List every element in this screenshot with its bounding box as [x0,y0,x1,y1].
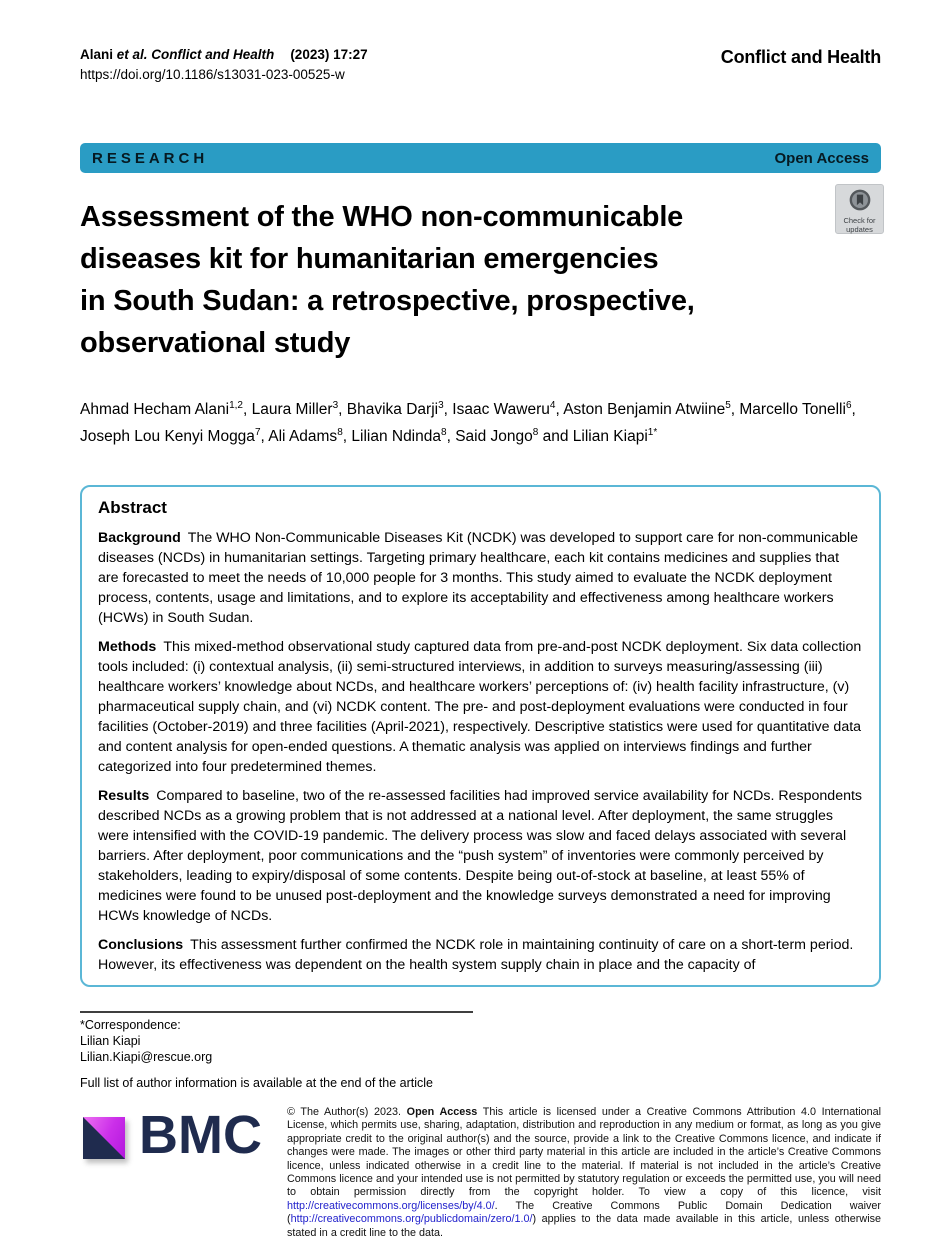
section-label: Background [98,530,181,546]
author-affiliation-sup: 3 [438,400,444,411]
bmc-logo-triangle [83,1117,125,1159]
author-separator: , [338,401,347,419]
correspondence-block [80,1017,433,1091]
correspondence-email: Lilian.Kiapi@rescue.org [80,1050,213,1064]
author [351,428,455,445]
section-text: This assessment further confirmed the NCDK role in maintaining continuity of care on a short-term period. However, its effectiveness was dependent on the health system supply chain in place and the capacity of [98,937,854,973]
check-updates-label-line2: updates [846,224,873,234]
author-affiliation-sup: 6 [845,400,852,411]
author-name: Isaac Waweru [452,401,550,419]
author [80,428,268,445]
author [268,428,351,445]
author [252,401,347,418]
author-info-note: Full list of author information is available at the end of the article [80,1076,433,1090]
author-affiliation-sup: 4 [549,400,556,411]
author-name: Ali Adams [268,428,338,446]
author-name: Marcello Tonelli [739,401,846,419]
license-copyright: © The Author(s) 2023. [287,1106,407,1118]
author-affiliation-sup: 8 [532,427,539,439]
author-name: Said Jongo [455,428,533,446]
license-text [287,1106,881,1240]
author [739,401,855,418]
crossmark-icon [849,189,871,216]
author-affiliation-sup: 8 [337,427,343,439]
author-affiliation-sup: 7 [254,427,261,439]
license-link-cc-by[interactable]: http://creativecommons.org/licenses/by/4.0/ [287,1199,495,1212]
article-type-label: RESEARCH [92,149,209,167]
citation-line [80,47,368,62]
license-body-3: ) applies to the data made available in this article, unless otherwise stated in a credit line to the data. [287,1213,881,1239]
author [452,401,563,418]
section-label: Methods [98,639,157,655]
author-separator: , [851,401,856,419]
author-affiliation-sup: 8 [441,427,447,439]
doi-text: https://doi.org/10.1186/s13031-023-00525-w [80,67,345,82]
abstract-section-conclusions [98,935,863,975]
title-line: in South Sudan: a retrospective, prospective, [80,285,695,317]
author-separator: , [443,401,453,419]
author-affiliation-sup: 1* [647,427,658,439]
bmc-logo-text: BMC [139,1105,262,1165]
author-separator: and [538,428,573,446]
author-name: Laura Miller [251,401,333,419]
bmc-logo-mark [83,1117,125,1159]
correspondence-name: Lilian Kiapi [80,1034,141,1048]
author-name: Lilian Ndinda [351,428,441,446]
license-link-cc0[interactable]: http://creativecommons.org/publicdomain/zero/1.0/ [290,1213,533,1226]
citation-volume: (2023) 17:27 [290,47,368,62]
research-banner [80,143,881,173]
citation-author: Alani [80,47,114,62]
license-open-access: Open Access [406,1106,478,1118]
title-line: Assessment of the WHO non-communicable [80,201,684,233]
section-label: Conclusions [98,937,184,953]
author-affiliation-sup: 3 [332,400,339,411]
title-line: observational study [80,327,351,359]
section-text: The WHO Non-Communicable Diseases Kit (NCDK) was developed to support care for non-communicable diseases (NCDs) in humanitarian settings. Targeting primary healthcare, each kit contains medicines and supplies that are forecasted to meet the needs of 10,000 people for 3 months. This study aimed to evaluate the NCDK deployment process, contents, usage and limitations, and to explore its acceptability and effectiveness among healthcare workers (HCWs) in South Sudan. [98,530,859,626]
author [455,428,573,445]
abstract-section-methods [98,637,863,777]
check-updates-badge[interactable] [835,184,884,234]
title-line: diseases kit for humanitarian emergencies [80,243,659,275]
author-name: Lilian Kiapi [572,428,648,446]
abstract-box [80,485,881,987]
license-body-2: . The Creative Commons Public Domain Dedication waiver ( [287,1199,881,1226]
author-separator: , [342,428,352,446]
abstract-section-results [98,786,863,926]
section-label: Results [98,788,150,804]
author-name: Aston Benjamin Atwiine [563,401,726,419]
author-separator: , [242,401,252,419]
author-affiliation-sup: 5 [725,400,731,411]
author-separator: , [260,428,269,446]
citation-journal: et al. Conflict and Health [116,47,275,62]
author-list [80,394,885,448]
citation-block [80,47,368,82]
check-updates-label-line1: Check for [843,216,876,225]
section-text: Compared to baseline, two of the re-assessed facilities had improved service availability for NCDs. Respondents described NCDs as a growing problem that is not addressed at a national level. After deployment, the same struggles were intensified with the COVID-19 pandemic. The delivery process was slow and faced delays associated with several barriers. After deployment, poor communications and the “push system” of inventories were commonly perceived by stakeholders, leading to expiry/disposal of some contents. Despite being out-of-stock at baseline, at least 55% of medicines were found to be unused post-deployment and the knowledge surveys demonstrated a need for improving HCWs knowledge of NCDs. [98,788,863,924]
abstract-section-background [98,528,863,628]
section-text: This mixed-method observational study captured data from pre-and-post NCDK deployment. Six data collection tools included: (i) contextual analysis, (ii) semi-structured interviews, in addition to surveys measuring/assessing (iii) healthcare workers’ knowledge about NCDs, and healthcare workers’ perceptions of: (iv) health facility infrastructure, (v) pharmaceutical supply chain, and (vi) NCDK content. The pre- and post-deployment evaluations were conducted in four facilities (October-2019) and three facilities (April-2021), respectively. Descriptive statistics were used for quantitative data and content analysis for open-ended questions. A thematic analysis was applied on interviews findings and further categorized into four predetermined themes. [98,639,862,775]
author-name: Ahmad Hecham Alani [80,401,230,419]
author [80,401,252,418]
author-separator: , [555,401,564,419]
license-body-1: This article is licensed under a Creative Commons Attribution 4.0 International License, which permits use, sharing, adaptation, distribution and reproduction in any medium or format, as long as you give appropriate credit to the original author(s) and the source, provide a link to the Creative Commons licence, and indicate if changes were made. The images or other third party material in this article are included in the article’s Creative Commons licence, unless indicated otherwise in a credit line to the material. If material is not included in the article’s Creative Commons licence and your intended use is not permitted by statutory regulation or exceeds the permitted use, you will need to obtain permission directly from the copyright holder. To view a copy of this licence, visit [287,1106,882,1199]
author [347,401,453,418]
author [573,428,657,445]
page-header [80,47,881,82]
correspondence-divider [80,1011,473,1013]
author-separator: , [730,401,740,419]
author-name: Bhavika Darji [346,401,439,419]
author [563,401,739,418]
author-name: Joseph Lou Kenyi Mogga [80,428,255,446]
article-title [80,196,840,364]
abstract-heading: Abstract [98,498,167,517]
correspondence-marker: *Correspondence: [80,1018,181,1032]
author-affiliation-sup: 1,2 [229,400,243,411]
author-separator: , [446,428,456,446]
journal-name: Conflict and Health [720,47,881,67]
open-access-label: Open Access [774,149,869,167]
check-updates-label [843,217,875,234]
